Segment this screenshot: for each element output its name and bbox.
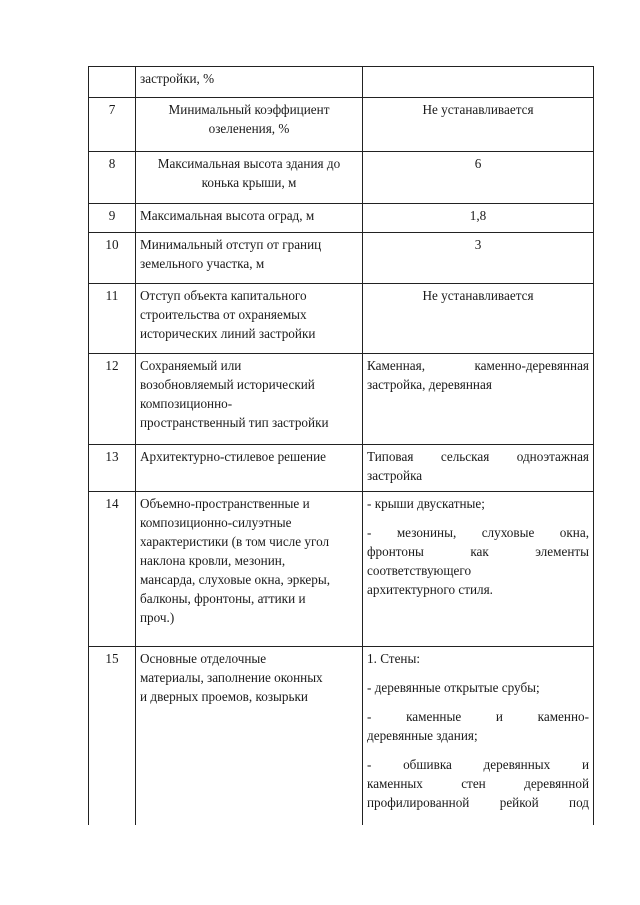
table-row — [89, 445, 594, 492]
parameter-value-text: 3 — [474, 237, 482, 252]
parameter-name-line: и дверных проемов, козырьки — [140, 689, 308, 704]
parameter-value-cell — [363, 67, 594, 98]
parameter-name-line: строительства от охраняемых — [140, 307, 307, 322]
parameter-name-line: композиционно-силуэтные — [140, 515, 292, 530]
row-number-cell: 11 — [89, 284, 136, 354]
parameter-name-line: возобновляемый исторический — [140, 377, 315, 392]
table-row — [89, 233, 594, 284]
parameter-name-line: характеристики (в том числе угол — [140, 534, 330, 549]
row-number-cell: 13 — [89, 445, 136, 492]
parameter-value-line: деревянные здания; — [367, 728, 478, 743]
table-row — [89, 284, 594, 354]
parameter-name-line: озеленения, % — [208, 121, 290, 136]
parameter-name-line: Отступ объекта капитального — [140, 288, 307, 303]
row-number-cell: 7 — [89, 98, 136, 152]
parameter-value-text: Не устанавливается — [422, 288, 534, 303]
parameter-name-line: Основные отделочные — [140, 651, 267, 666]
parameter-value-line: - каменные и каменно- — [367, 709, 589, 724]
row-number-cell: 12 — [89, 354, 136, 445]
parameter-value-cell — [363, 647, 594, 826]
parameter-name-line: Минимальный отступ от границ — [140, 237, 322, 252]
parameter-name-line: пространственный тип застройки — [140, 415, 329, 430]
parameter-value-text: 1,8 — [469, 208, 487, 223]
parameter-value-line: фронтоны как элементы — [367, 544, 589, 559]
parameter-name-cell — [136, 492, 363, 647]
parameter-value-text: 6 — [474, 156, 482, 171]
row-number-cell: 9 — [89, 204, 136, 233]
row-number-cell — [89, 67, 136, 98]
parameter-name-cell — [136, 67, 363, 98]
table-row — [89, 152, 594, 204]
parameter-name-cell — [136, 152, 363, 204]
table-row — [89, 98, 594, 152]
parameter-value-cell — [363, 445, 594, 492]
parameter-name-cell — [136, 445, 363, 492]
parameter-value-line: Типовая сельская одноэтажная — [367, 449, 589, 464]
parameter-value-cell — [363, 284, 594, 354]
parameter-value-line: профилированной рейкой под — [367, 795, 589, 810]
parameter-value-line: застройка — [367, 468, 423, 483]
table-row — [89, 67, 594, 98]
table-row — [89, 354, 594, 445]
parameter-name-line: наклона кровли, мезонин, — [140, 553, 286, 568]
parameter-name-line: Объемно-пространственные и — [140, 496, 310, 511]
parameter-name-line: конька крыши, м — [201, 175, 297, 190]
parameter-name-cell — [136, 204, 363, 233]
parameter-name-line: проч.) — [140, 610, 175, 625]
parameter-name-text: Максимальная высота оград, м — [140, 208, 315, 223]
row-number-cell: 14 — [89, 492, 136, 647]
parameter-name-line: Минимальный коэффициент — [168, 102, 330, 117]
parameter-value-line: архитектурного стиля. — [367, 582, 493, 597]
parameter-name-line: балконы, фронтоны, аттики и — [140, 591, 306, 606]
parameter-value-cell — [363, 233, 594, 284]
parameter-value-cell — [363, 98, 594, 152]
parameter-name-cell — [136, 233, 363, 284]
parameter-value-line: соответствующего — [367, 563, 472, 578]
parameter-value-line: - крыши двускатные; — [367, 496, 485, 511]
parameter-name-line: композиционно- — [140, 396, 233, 411]
parameter-value-line: Каменная, каменно-деревянная — [367, 358, 589, 373]
parameter-value-text: Не устанавливается — [422, 102, 534, 117]
parameter-value-line: 1. Стены: — [367, 651, 421, 666]
parameter-name-cell — [136, 284, 363, 354]
row-number-cell: 15 — [89, 647, 136, 826]
table-row — [89, 647, 594, 826]
parameter-name-cell — [136, 354, 363, 445]
table-row — [89, 204, 594, 233]
parameter-name-cell — [136, 647, 363, 826]
row-number-cell: 10 — [89, 233, 136, 284]
parameter-name-line: исторических линий застройки — [140, 326, 316, 341]
parameter-name-cell — [136, 98, 363, 152]
parameter-value-line: каменных стен деревянной — [367, 776, 589, 791]
parameter-name-text: застройки, % — [140, 71, 215, 86]
parameter-name-line: Сохраняемый или — [140, 358, 242, 373]
parameter-value-cell — [363, 492, 594, 647]
parameter-value-cell — [363, 152, 594, 204]
parameter-name-line: материалы, заполнение оконных — [140, 670, 323, 685]
parameter-value-line: - деревянные открытые срубы; — [367, 680, 540, 695]
parameter-value-cell — [363, 204, 594, 233]
parameter-name-line: мансарда, слуховые окна, эркеры, — [140, 572, 331, 587]
table-row — [89, 492, 594, 647]
parameter-name-line: Максимальная высота здания до — [157, 156, 341, 171]
parameter-name-text: Архитектурно-стилевое решение — [140, 449, 327, 464]
row-number-cell: 8 — [89, 152, 136, 204]
parameter-value-line: - мезонины, слуховые окна, — [367, 525, 589, 540]
parameter-value-line: - обшивка деревянных и — [367, 757, 589, 772]
parameter-value-cell — [363, 354, 594, 445]
parameter-value-line: застройка, деревянная — [367, 377, 492, 392]
regulations-table — [88, 66, 594, 825]
parameter-name-line: земельного участка, м — [140, 256, 265, 271]
